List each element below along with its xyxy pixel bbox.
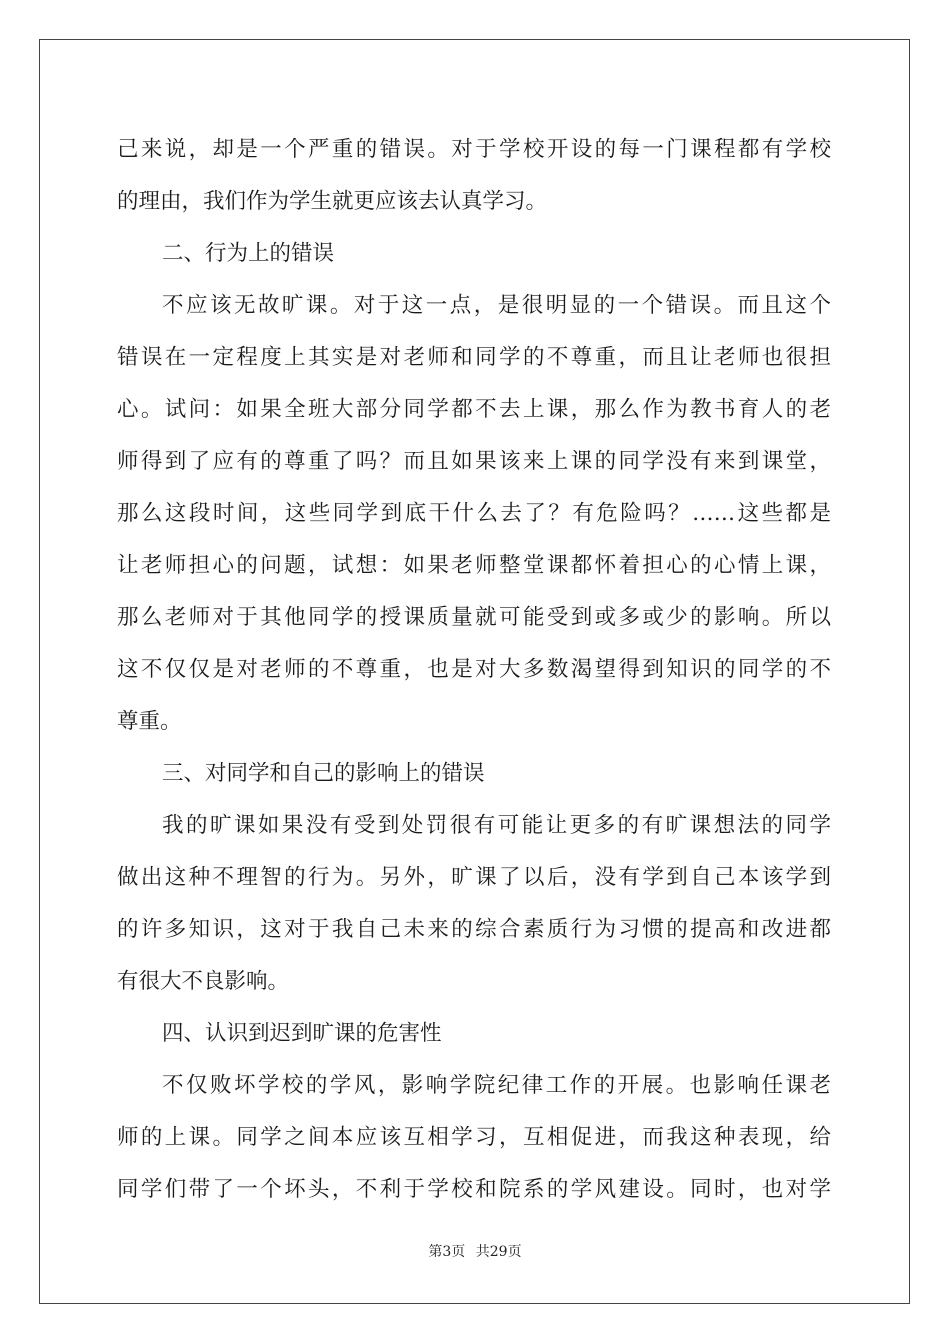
section-heading: 三、对同学和自己的影响上的错误 (162, 761, 485, 786)
text-line: 不仅败坏学校的学风，影响学院纪律工作的开展。也影响任课老 (162, 1073, 831, 1098)
text-line: 那么这段时间，这些同学到底干什么去了？有危险吗？……这些都是 (117, 501, 831, 526)
document-body (117, 124, 831, 1216)
text-line: 的许多知识，这对于我自己未来的综合素质行为习惯的提高和改进都 (117, 917, 831, 942)
text-line: 己来说，却是一个严重的错误。对于学校开设的每一门课程都有学校 (117, 137, 831, 162)
text-line: 不应该无故旷课。对于这一点，是很明显的一个错误。而且这个 (162, 293, 831, 318)
text-line: 心。试问：如果全班大部分同学都不去上课，那么作为教书育人的老 (117, 397, 831, 422)
text-line: 让老师担心的问题，试想：如果老师整堂课都怀着担心的心情上课， (117, 553, 831, 578)
text-line: 的理由，我们作为学生就更应该去认真学习。 (117, 189, 548, 214)
text-line: 这不仅仅是对老师的不尊重，也是对大多数渴望得到知识的同学的不 (117, 657, 831, 682)
page-footer (0, 1241, 950, 1261)
text-line: 同学们带了一个坏头，不利于学校和院系的学风建设。同时，也对学 (117, 1177, 831, 1202)
text-line: 那么老师对于其他同学的授课质量就可能受到或多或少的影响。所以 (117, 605, 831, 630)
text-line: 师得到了应有的尊重了吗？而且如果该来上课的同学没有来到课堂， (117, 449, 831, 474)
text-line: 做出这种不理智的行为。另外，旷课了以后，没有学到自己本该学到 (117, 865, 831, 890)
text-line: 错误在一定程度上其实是对老师和同学的不尊重，而且让老师也很担 (117, 345, 831, 370)
text-line: 尊重。 (117, 709, 182, 734)
text-line: 有很大不良影响。 (117, 969, 290, 994)
page-number: 第3页 (428, 1244, 466, 1260)
section-heading: 四、认识到迟到旷课的危害性 (162, 1021, 442, 1046)
page-total: 共29页 (475, 1244, 522, 1260)
section-heading: 二、行为上的错误 (162, 241, 335, 266)
text-line: 我的旷课如果没有受到处罚很有可能让更多的有旷课想法的同学 (162, 813, 831, 838)
text-line: 师的上课。同学之间本应该互相学习，互相促进，而我这种表现，给 (117, 1125, 831, 1150)
